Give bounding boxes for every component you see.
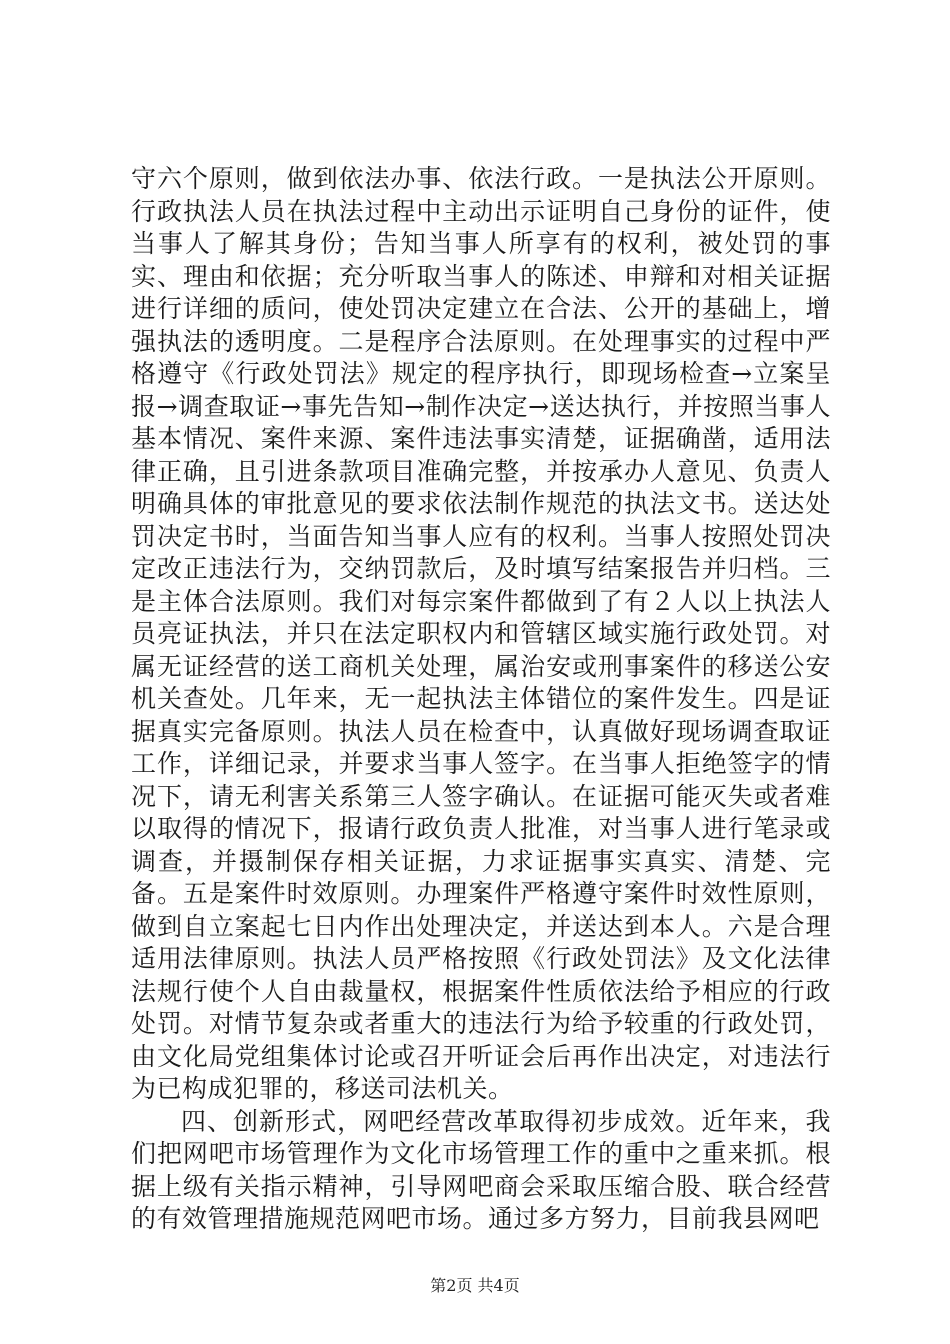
page-number: 第2页 共4页	[430, 1276, 520, 1295]
paragraph-section-four: 四、创新形式，网吧经营改革取得初步成效。近年来，我们把网吧市场管理作为文化市场管理工作的重中之重来抓。根据上级有关指示精神，引导网吧商会采取压缩合股、联合经营的有效管理措施规范网吧市场。通过多方努力，目前我县网吧	[131, 1106, 831, 1233]
document-body	[131, 163, 831, 1236]
paragraph-continuation: 守六个原则，做到依法办事、依法行政。一是执法公开原则。行政执法人员在执法过程中主动出示证明自己身份的证件，使当事人了解其身份；告知当事人所享有的权利，被处罚的事实、理由和依据；充分听取当事人的陈述、申辩和对相关证据进行详细的质问，使处罚决定建立在合法、公开的基础上，增强执法的透明度。二是程序合法原则。在处理事实的过程中严格遵守《行政处罚法》规定的程序执行，即现场检查→立案呈报→调查取证→事先告知→制作决定→送达执行，并按照当事人基本情况、案件来源、案件违法事实清楚，证据确凿，适用法律正确，且引进条款项目准确完整，并按承办人意见、负责人明确具体的审批意见的要求依法制作规范的执法文书。送达处罚决定书时，当面告知当事人应有的权利。当事人按照处罚决定改正违法行为，交纳罚款后，及时填写结案报告并归档。三是主体合法原则。我们对每宗案件都做到了有２人以上执法人员亮证执法，并只在法定职权内和管辖区域实施行政处罚。对属无证经营的送工商机关处理，属治安或刑事案件的移送公安机关查处。几年来，无一起执法主体错位的案件发生。四是证据真实完备原则。执法人员在检查中，认真做好现场调查取证工作，详细记录，并要求当事人签字。在当事人拒绝签字的情况下，请无利害关系第三人签字确认。在证据可能灭失或者难以取得的情况下，报请行政负责人批准，对当事人进行笔录或调查，并摄制保存相关证据，力求证据事实真实、清楚、完备。五是案件时效原则。办理案件严格遵守案件时效性原则，做到自立案起七日内作出处理决定，并送达到本人。六是合理适用法律原则。执法人员严格按照《行政处罚法》及文化法律法规行使个人自由裁量权，根据案件性质依法给予相应的行政处罚。对情节复杂或者重大的违法行为给予较重的行政处罚，由文化局党组集体讨论或召开听证会后再作出决定，对违法行为已构成犯罪的，移送司法机关。	[131, 164, 831, 1103]
